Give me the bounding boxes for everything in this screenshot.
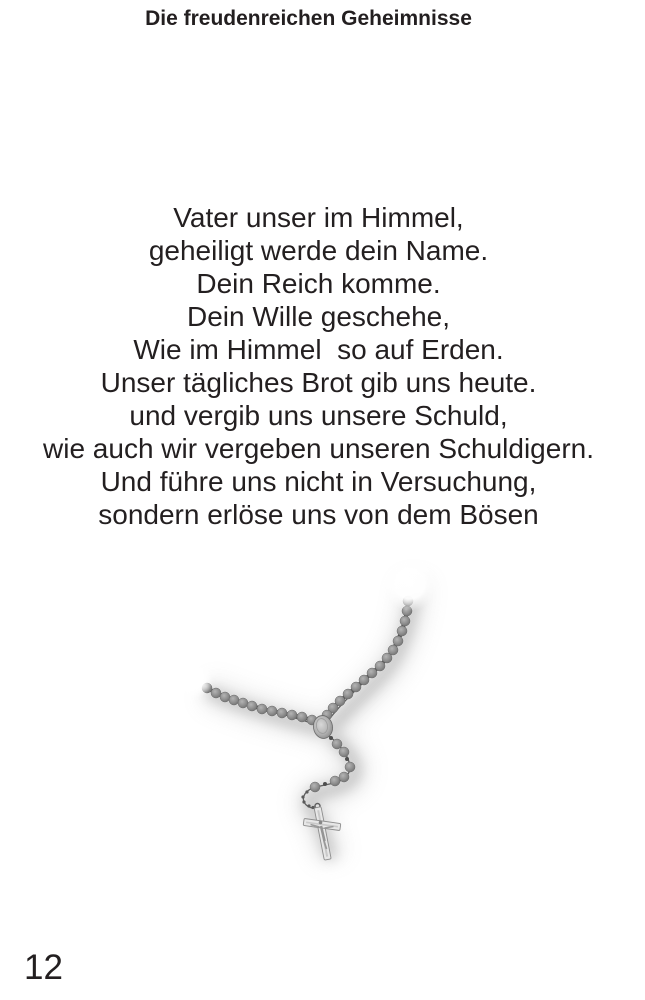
- rosary-pendant-strand: [301, 736, 355, 809]
- strand-fade: [173, 557, 437, 699]
- prayer-line: Dein Reich komme.: [196, 268, 441, 299]
- rosary-left-strand: [202, 683, 319, 725]
- prayer-line: Unser tägliches Brot gib uns heute.: [100, 367, 537, 398]
- prayer-line: wie auch wir vergeben unseren Schuldigern.: [43, 433, 594, 464]
- page-number: 12: [24, 948, 63, 987]
- prayer-text-block: [0, 201, 641, 531]
- page-title: Die freudenreichen Geheimnisse: [145, 7, 472, 30]
- prayer-line: Und führe uns nicht in Versuchung,: [100, 466, 537, 497]
- prayer-line: Dein Wille geschehe,: [186, 301, 451, 332]
- rosary-shadow: [206, 579, 415, 860]
- prayer-line: Vater unser im Himmel,: [173, 202, 464, 233]
- rosary-right-strand: [322, 596, 413, 720]
- prayer-line: sondern erlöse uns von dem Bösen: [98, 499, 539, 530]
- rosary-chain: [301, 790, 314, 809]
- corpus: [311, 821, 334, 849]
- prayer-line: Wie im Himmel so auf Erden.: [133, 334, 504, 365]
- prayer-line: geheiligt werde dein Name.: [148, 235, 489, 266]
- prayer-line: und vergib uns unsere Schuld,: [129, 400, 508, 431]
- rosary-medal: [312, 714, 335, 740]
- rosary-cord: [204, 599, 408, 808]
- crucifix: [303, 804, 341, 861]
